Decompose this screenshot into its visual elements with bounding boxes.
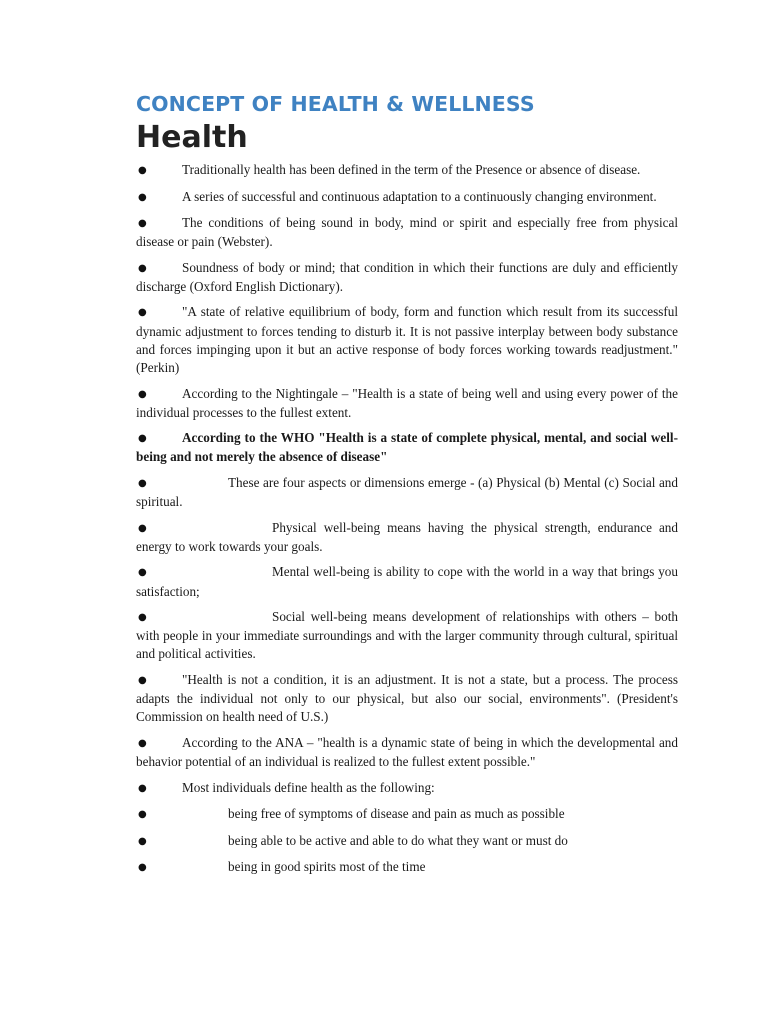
list-item: ● Most individuals define health as the following: [138,779,435,795]
list-item: ● Mental well-being is ability to cope with the world in a way that brings you satisfaction; [136,564,678,599]
list-item: ● being in good spirits most of the time [138,859,426,875]
list-item: ● According to the Nightingale – "Health is a state of being well and using every power of the individual processes to the fullest extent. [136,385,678,420]
list-item: ● being able to be active and able to do what they want or must do [138,832,568,848]
list-item: ● According to the ANA – "health is a dynamic state of being in which the developmental and behavior potential of an individual is realized to the fullest extent possible." [136,734,678,770]
list-item-text: being free of symptoms of disease and pain as much as possible [228,806,565,822]
list-item: ● Physical well-being means having the physical strength, endurance and energy to work towards your goals. [136,519,678,554]
list-item-text: "A state of relative equilibrium of body, form and function which result from its successful dynamic adjustment to forces tending to disturb it. It is not passive interplay between body substance and forces impinging upon it but an active response of body forces working towards readjustment." (Perkin) [136,304,678,376]
list-item: ● A series of successful and continuous adaptation to a continuously changing environment. [138,188,657,204]
list-item-text: According to the WHO "Health is a state of complete physical, mental, and social well-being and not merely the absence of disease" [136,430,678,465]
list-item-text: Soundness of body or mind; that condition in which their functions are duly and efficiently discharge (Oxford English Dictionary). [136,259,678,294]
list-item-text: A series of successful and continuous adaptation to a continuously changing environment. [182,188,657,204]
list-item: ● Soundness of body or mind; that condition in which their functions are duly and efficiently discharge (Oxford English Dictionary). [136,259,678,294]
list-item: ● "A state of relative equilibrium of body, form and function which result from its successful dynamic adjustment to forces tending to disturb it. It is not passive interplay between body substance and forces impinging upon it but an active response of body forces working towards readjustment." (Perkin) [136,304,678,376]
list-item-text: Social well-being means development of relationships with others – both with people in your immediate surroundings and with the larger community through cultural, spiritual and political activities. [136,609,678,662]
list-item-text: being able to be active and able to do what they want or must do [228,832,568,848]
list-item-text: According to the ANA – "health is a dynamic state of being in which the developmental and behavior potential of an individual is realized to the fullest extent possible." [136,734,678,770]
list-item: ● "Health is not a condition, it is an adjustment. It is not a state, but a process. The process adapts the individual not only to our physical, but also our social, environments". (President's Commission on health need of U.S.) [136,671,678,725]
section-heading: Health [136,120,248,155]
list-item: ● These are four aspects or dimensions emerge - (a) Physical (b) Mental (c) Social and spiritual. [136,474,678,510]
list-item-text: Mental well-being is ability to cope with the world in a way that brings you satisfaction; [136,564,678,599]
list-item-text: The conditions of being sound in body, mind or spirit and especially free from physical disease or pain (Webster). [136,215,678,250]
list-item-text: Physical well-being means having the physical strength, endurance and energy to work towards your goals. [136,519,678,554]
list-item-who-definition: ● According to the WHO "Health is a state of complete physical, mental, and social well-being and not merely the absence of disease" [136,430,678,465]
list-item: ● The conditions of being sound in body, mind or spirit and especially free from physical disease or pain (Webster). [136,215,678,250]
bullet-list [136,161,678,885]
document-title: CONCEPT OF HEALTH & WELLNESS [136,92,535,116]
list-item-text: Most individuals define health as the following: [182,779,435,795]
list-item-text: being in good spirits most of the time [228,859,426,875]
list-item: ● Traditionally health has been defined in the term of the Presence or absence of disease. [138,162,641,177]
list-item-text: Traditionally health has been defined in the term of the Presence or absence of disease. [182,162,641,177]
list-item-text: "Health is not a condition, it is an adjustment. It is not a state, but a process. The process adapts the individual not only to our physical, but also our social, environments". (President's Commission on health need of U.S.) [136,671,678,725]
list-item: ● being free of symptoms of disease and pain as much as possible [138,806,565,822]
list-item-text: These are four aspects or dimensions emerge - (a) Physical (b) Mental (c) Social and spiritual. [136,474,678,510]
list-item-text: According to the Nightingale – "Health is a state of being well and using every power of the individual processes to the fullest extent. [136,385,678,420]
list-item: ● Social well-being means development of relationships with others – both with people in your immediate surroundings and with the larger community through cultural, spiritual and political activities. [136,609,678,662]
